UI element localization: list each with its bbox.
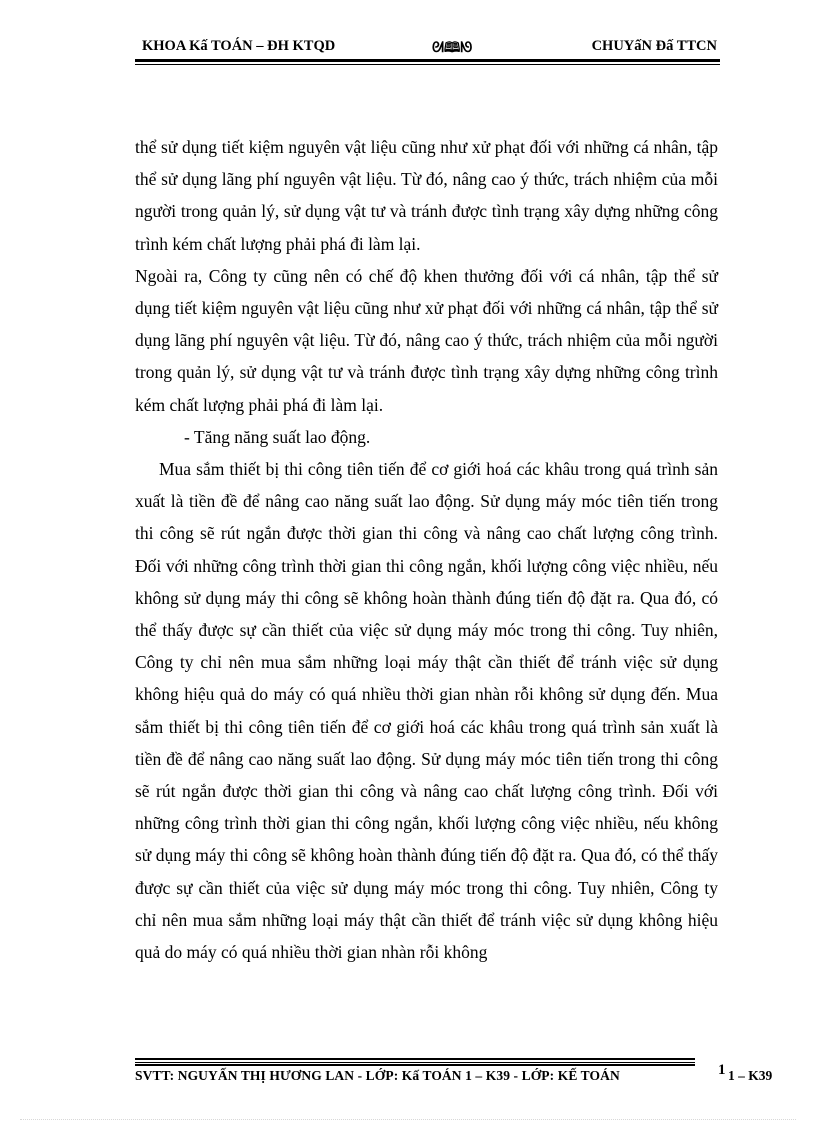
footer-rule-middle [135, 1062, 695, 1063]
page-footer: SVTT: NGUYẤN THỊ HƯƠNG LAN - LỚP: Kấ TOÁN 1 – K39 - LỚP: KẾ TOÁN [135, 1068, 620, 1083]
paragraph: thể sử dụng tiết kiệm nguyên vật liệu cũng như xử phạt đối với những cá nhân, tập thể sử dụng lãng phí nguyên vật liệu. Từ đó, nâng cao ý thức, trách nhiệm của mỗi người trong quản lý, sử dụng vật tư và tránh được tình trạng xây dựng những công trình kém chất lượng phải phá đi làm lại. [135, 137, 718, 254]
page-number: 1 [718, 1062, 726, 1078]
header-faculty: KHOA Kấ TOÁN – ĐH KTQD [142, 38, 336, 54]
footer-class-suffix: 1 – K39 [728, 1068, 773, 1083]
page-header [135, 38, 720, 58]
paragraph: Ngoài ra, Công ty cũng nên có chế độ khen thưởng đối với cá nhân, tập thể sử dụng tiết kiệm nguyên vật liệu cũng như xử phạt đối với những cá nhân, tập thể sử dụng lãng phí nguyên vật liệu. Từ đó, nâng cao ý thức, trách nhiệm của mỗi người trong quản lý, sử dụng vật tư và tránh được tình trạng xây dựng những công trình kém chất lượng phải phá đi làm lại. [135, 265, 718, 415]
page-edge-divider [20, 1119, 796, 1120]
body-text [135, 131, 718, 968]
header-rule-thick [135, 59, 720, 62]
footer-rule-bottom [135, 1064, 695, 1066]
header-rule-thin [135, 64, 720, 65]
bullet-heading: - Tăng năng suất lao động. [184, 426, 371, 447]
paragraph: Mua sắm thiết bị thi công tiên tiến để cơ giới hoá các khâu trong quá trình sản xuất là tiền đề để nâng cao năng suất lao động. Sử dụng máy móc tiên tiến trong thi công sẽ rút ngắn được thời gian thi công và nâng cao chất lượng công trình. Đối với những công trình thời gian thi công ngắn, khối lượng công việc nhiều, nếu không sử dụng máy thi công sẽ không hoàn thành đúng tiến độ đặt ra. Qua đó, có thể thấy được sự cần thiết của việc sử dụng máy móc trong thi công. Tuy nhiên, Công ty chỉ nên mua sắm những loại máy thật cần thiết để tránh việc sử dụng không hiệu quả do máy có quá nhiều thời gian nhàn rỗi không sử dụng đến. Mua sắm thiết bị thi công tiên tiến để cơ giới hoá các khâu trong quá trình sản xuất là tiền đề để nâng cao năng suất lao động. Sử dụng máy móc tiên tiến trong thi công sẽ rút ngắn được thời gian thi công và nâng cao chất lượng công trình. Đối với những công trình thời gian thi công ngắn, khối lượng công việc nhiều, nếu không sử dụng máy thi công sẽ không hoàn thành đúng tiến độ đặt ra. Qua đó, có thể thấy được sự cần thiết của việc sử dụng máy móc trong thi công. Tuy nhiên, Công ty chỉ nên mua sắm những loại máy thật cần thiết để tránh việc sử dụng không hiệu quả do máy có quá nhiều thời gian nhàn rỗi không [135, 459, 718, 963]
header-topic: CHUYấN Đấ TTCN [591, 38, 717, 54]
footer-rule-top [135, 1058, 695, 1060]
book-ornament-icon: ᘛ🕮ᘚ [432, 40, 473, 56]
